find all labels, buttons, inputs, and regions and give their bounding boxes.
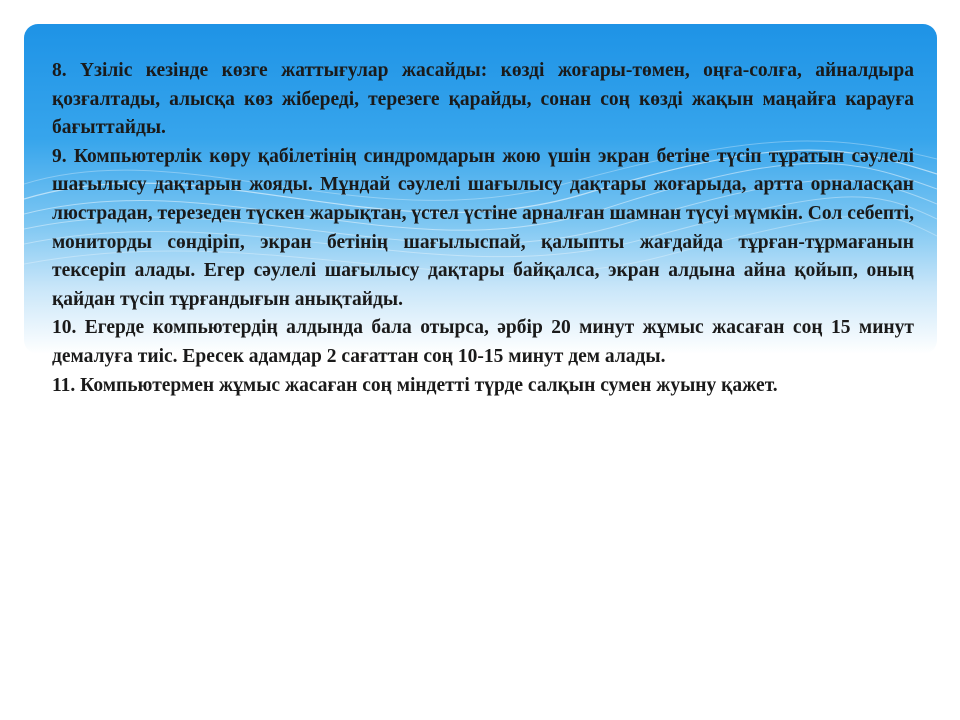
paragraph-8: 8. Үзіліс кезінде көзге жаттығулар жасайды: көзді жоғары-төмен, оңға-солға, айналдыра қозғалтады, алысқа көз жібереді, терезеге қарайды, сонан соң көзді жақын маңайға карауға бағыттайды.: [52, 60, 914, 139]
body-text: [52, 57, 914, 400]
paragraph-11: 11. Компьютермен жұмыс жасаған соң міндетті түрде салқын сумен жуыну қажет.: [52, 374, 778, 396]
paragraph-9: 9. Компьютерлік көру қабілетінің синдромдарын жою үшін экран бетіне түсіп тұратын сәулелі шағылысу дақтарын жояды. Мұндай сәулелі шағылысу дақтары жоғарыда, артта орналасқан люстрадан, терезеден түскен жарықтан, үстел үстіне арналған шамнан түсуі мүмкін. Сол себепті, мониторды сөндіріп, экран бетінің шағылыспай, қалыпты жағдайда тұрған-тұрмағанын тексеріп алады. Егер сәулелі шағылысу дақтары байқалса, экран алдына айна қойып, оның қайдан түсіп тұрғандығын анықтайды.: [52, 145, 914, 310]
paragraph-10: 10. Егерде компьютердің алдында бала отырса, әрбір 20 минут жұмыс жасаған соң 15 минут демалуға тиіс. Ересек адамдар 2 сағаттан соң 10-15 минут дем алады.: [52, 317, 914, 367]
